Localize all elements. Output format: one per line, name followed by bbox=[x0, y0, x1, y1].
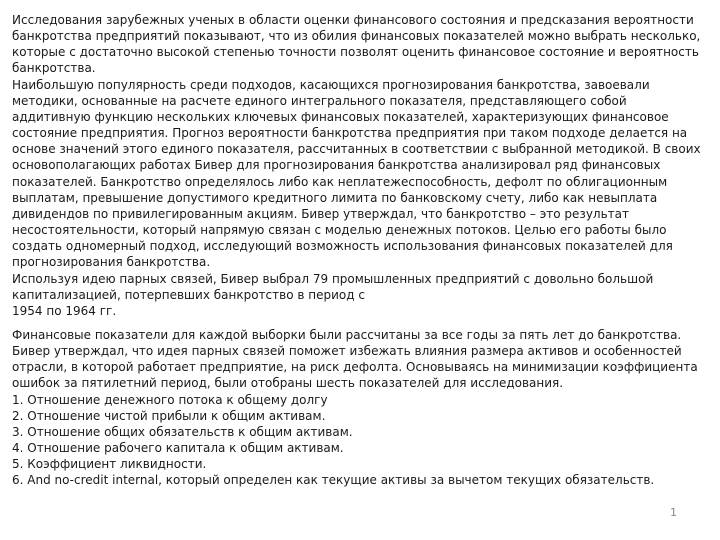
list-item: 4. Отношение рабочего капитала к общим активам. bbox=[12, 441, 344, 456]
paragraph-integral-indicator: Наибольшую популярность среди подходов, касающихся прогнозирования банкротства, завоевали методики, основанные на расчете единого интегрального показателя, представляющего собой аддитивную функцию нескольких ключевых финансовых показателей, характеризующих финансовое состояние предприятия. Прогноз вероятности банкротства предприятия при таком подходе делается на основе значений этого единого показателя, рассчитанных в соответствии с выбранной методикой. В своих основополагающих работах Бивер для прогнозирования банкротства анализировал ряд финансовых показателей. Банкротство определялось либо как неплатежеспособность, дефолт по облигационным выплатам, превышение допустимого кредитного лимита по банковскому счету, либо как невыплата дивидендов по привилегированным акциям. Бивер утверждал, что банкротство – это результат несостоятельности, который напрямую связан с моделью денежных потоков. Целью его работы было создать одномерный подход, исследующий возможность использования финансовых показателей для прогнозирования банкротства. bbox=[12, 77, 701, 270]
paragraph-indicators-selection: Финансовые показатели для каждой выборки были рассчитаны за все годы за пять лет до банкротства. Бивер утверждал, что идея парных связей поможет избежать влияния размера активов и особенностей отрасли, в которой работает предприятие, на риск дефолта. Основываясь на минимизации коэффициента ошибок за пятилетний период, были отобраны шесть показателей для исследования. bbox=[12, 327, 698, 391]
slide-body bbox=[12, 12, 702, 489]
list-item: 3. Отношение общих обязательств к общим активам. bbox=[12, 424, 353, 439]
list-item: 1. Отношение денежного потока к общему долгу bbox=[12, 392, 328, 407]
list-item: 2. Отношение чистой прибыли к общим активам. bbox=[12, 408, 326, 423]
paragraph-paired-links: Используя идею парных связей, Бивер выбрал 79 промышленных предприятий с довольно большой капитализацией, потерпевших банкротство в период с bbox=[12, 271, 654, 302]
paragraph-intro: Исследования зарубежных ученых в области оценки финансового состояния и предсказания вероятности банкротства предприятий показывают, что из обилия финансовых показателей можно выбрать несколько, которые с достаточно высокой степенью точности позволят оценить финансовое состояние и вероятность банкротства. bbox=[12, 13, 701, 76]
list-item: 6. And no-credit internal, который определен как текущие активы за вычетом текущих обязательств. bbox=[12, 473, 655, 488]
paragraph-period: 1954 по 1964 гг. bbox=[12, 303, 117, 318]
indicators-list bbox=[12, 392, 702, 489]
page-number: 1 bbox=[670, 506, 677, 519]
list-item: 5. Коэффициент ликвидности. bbox=[12, 457, 207, 472]
